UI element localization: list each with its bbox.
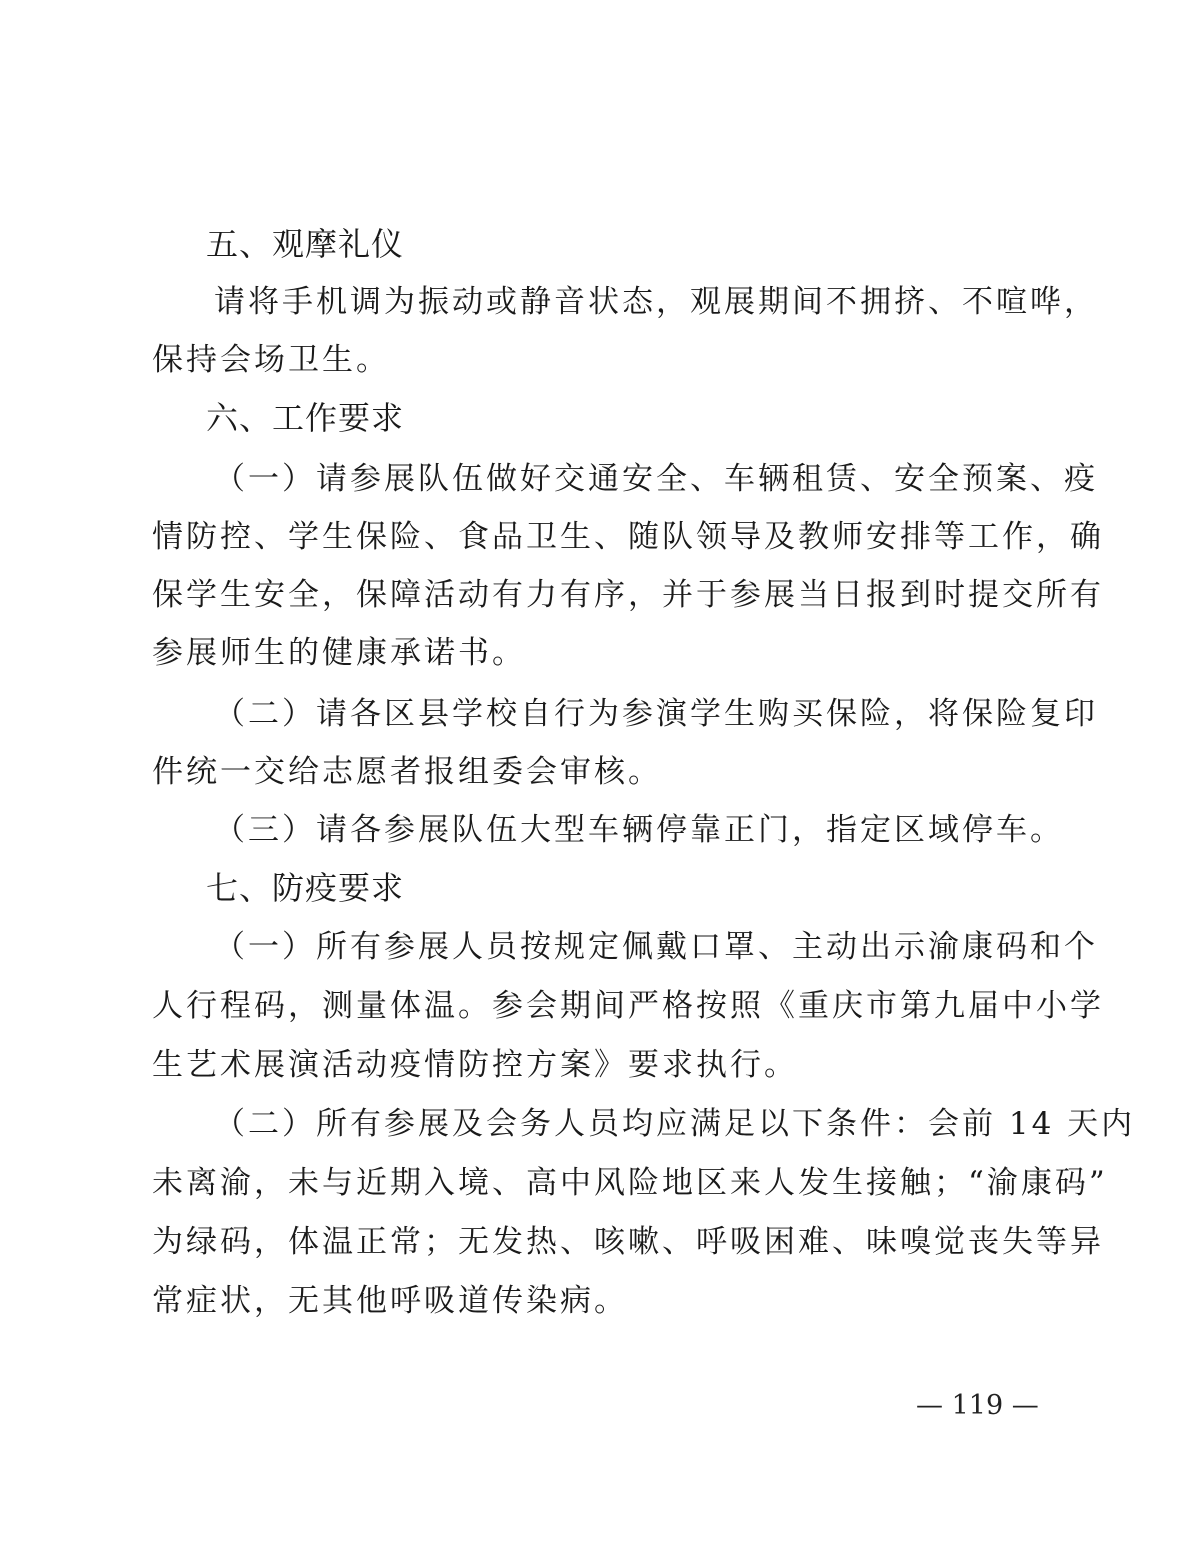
paragraph-line: 件统一交给志愿者报组委会审核。: [152, 754, 662, 790]
paragraph-line: （一）请参展队伍做好交通安全、车辆租赁、安全预案、疫: [214, 461, 1098, 497]
section-heading-work-requirements: 六、工作要求: [206, 399, 405, 437]
paragraph-line: 生艺术展演活动疫情防控方案》要求执行。: [152, 1047, 798, 1083]
paragraph-line: 人行程码，测量体温。参会期间严格按照《重庆市第九届中小学: [152, 988, 1104, 1024]
section-heading-epidemic-requirements: 七、防疫要求: [206, 869, 405, 907]
paragraph-line: 常症状，无其他呼吸道传染病。: [152, 1283, 628, 1319]
paragraph-line: （二）请各区县学校自行为参演学生购买保险，将保险复印: [214, 696, 1098, 732]
paragraph-line: 为绿码，体温正常；无发热、咳嗽、呼吸困难、味嗅觉丧失等异: [152, 1224, 1104, 1260]
paragraph-line: 保学生安全，保障活动有力有序，并于参展当日报到时提交所有: [152, 577, 1104, 613]
paragraph-line: 请将手机调为振动或静音状态，观展期间不拥挤、不喧哗，: [214, 284, 1098, 320]
paragraph-line: 保持会场卫生。: [152, 342, 390, 378]
paragraph-line: （二）所有参展及会务人员均应满足以下条件：会前 14 天内: [214, 1106, 1136, 1142]
section-heading-etiquette: 五、观摩礼仪: [206, 225, 405, 263]
paragraph-line: 未离渝，未与近期入境、高中风险地区来人发生接触；“渝康码”: [152, 1165, 1108, 1201]
paragraph-line: 参展师生的健康承诺书。: [152, 635, 526, 671]
paragraph-line: 情防控、学生保险、食品卫生、随队领导及教师安排等工作，确: [152, 519, 1104, 555]
page-number: — 119 —: [916, 1390, 1039, 1421]
paragraph-line: （三）请各参展队伍大型车辆停靠正门，指定区域停车。: [214, 812, 1064, 848]
paragraph-line: （一）所有参展人员按规定佩戴口罩、主动出示渝康码和个: [214, 929, 1098, 965]
